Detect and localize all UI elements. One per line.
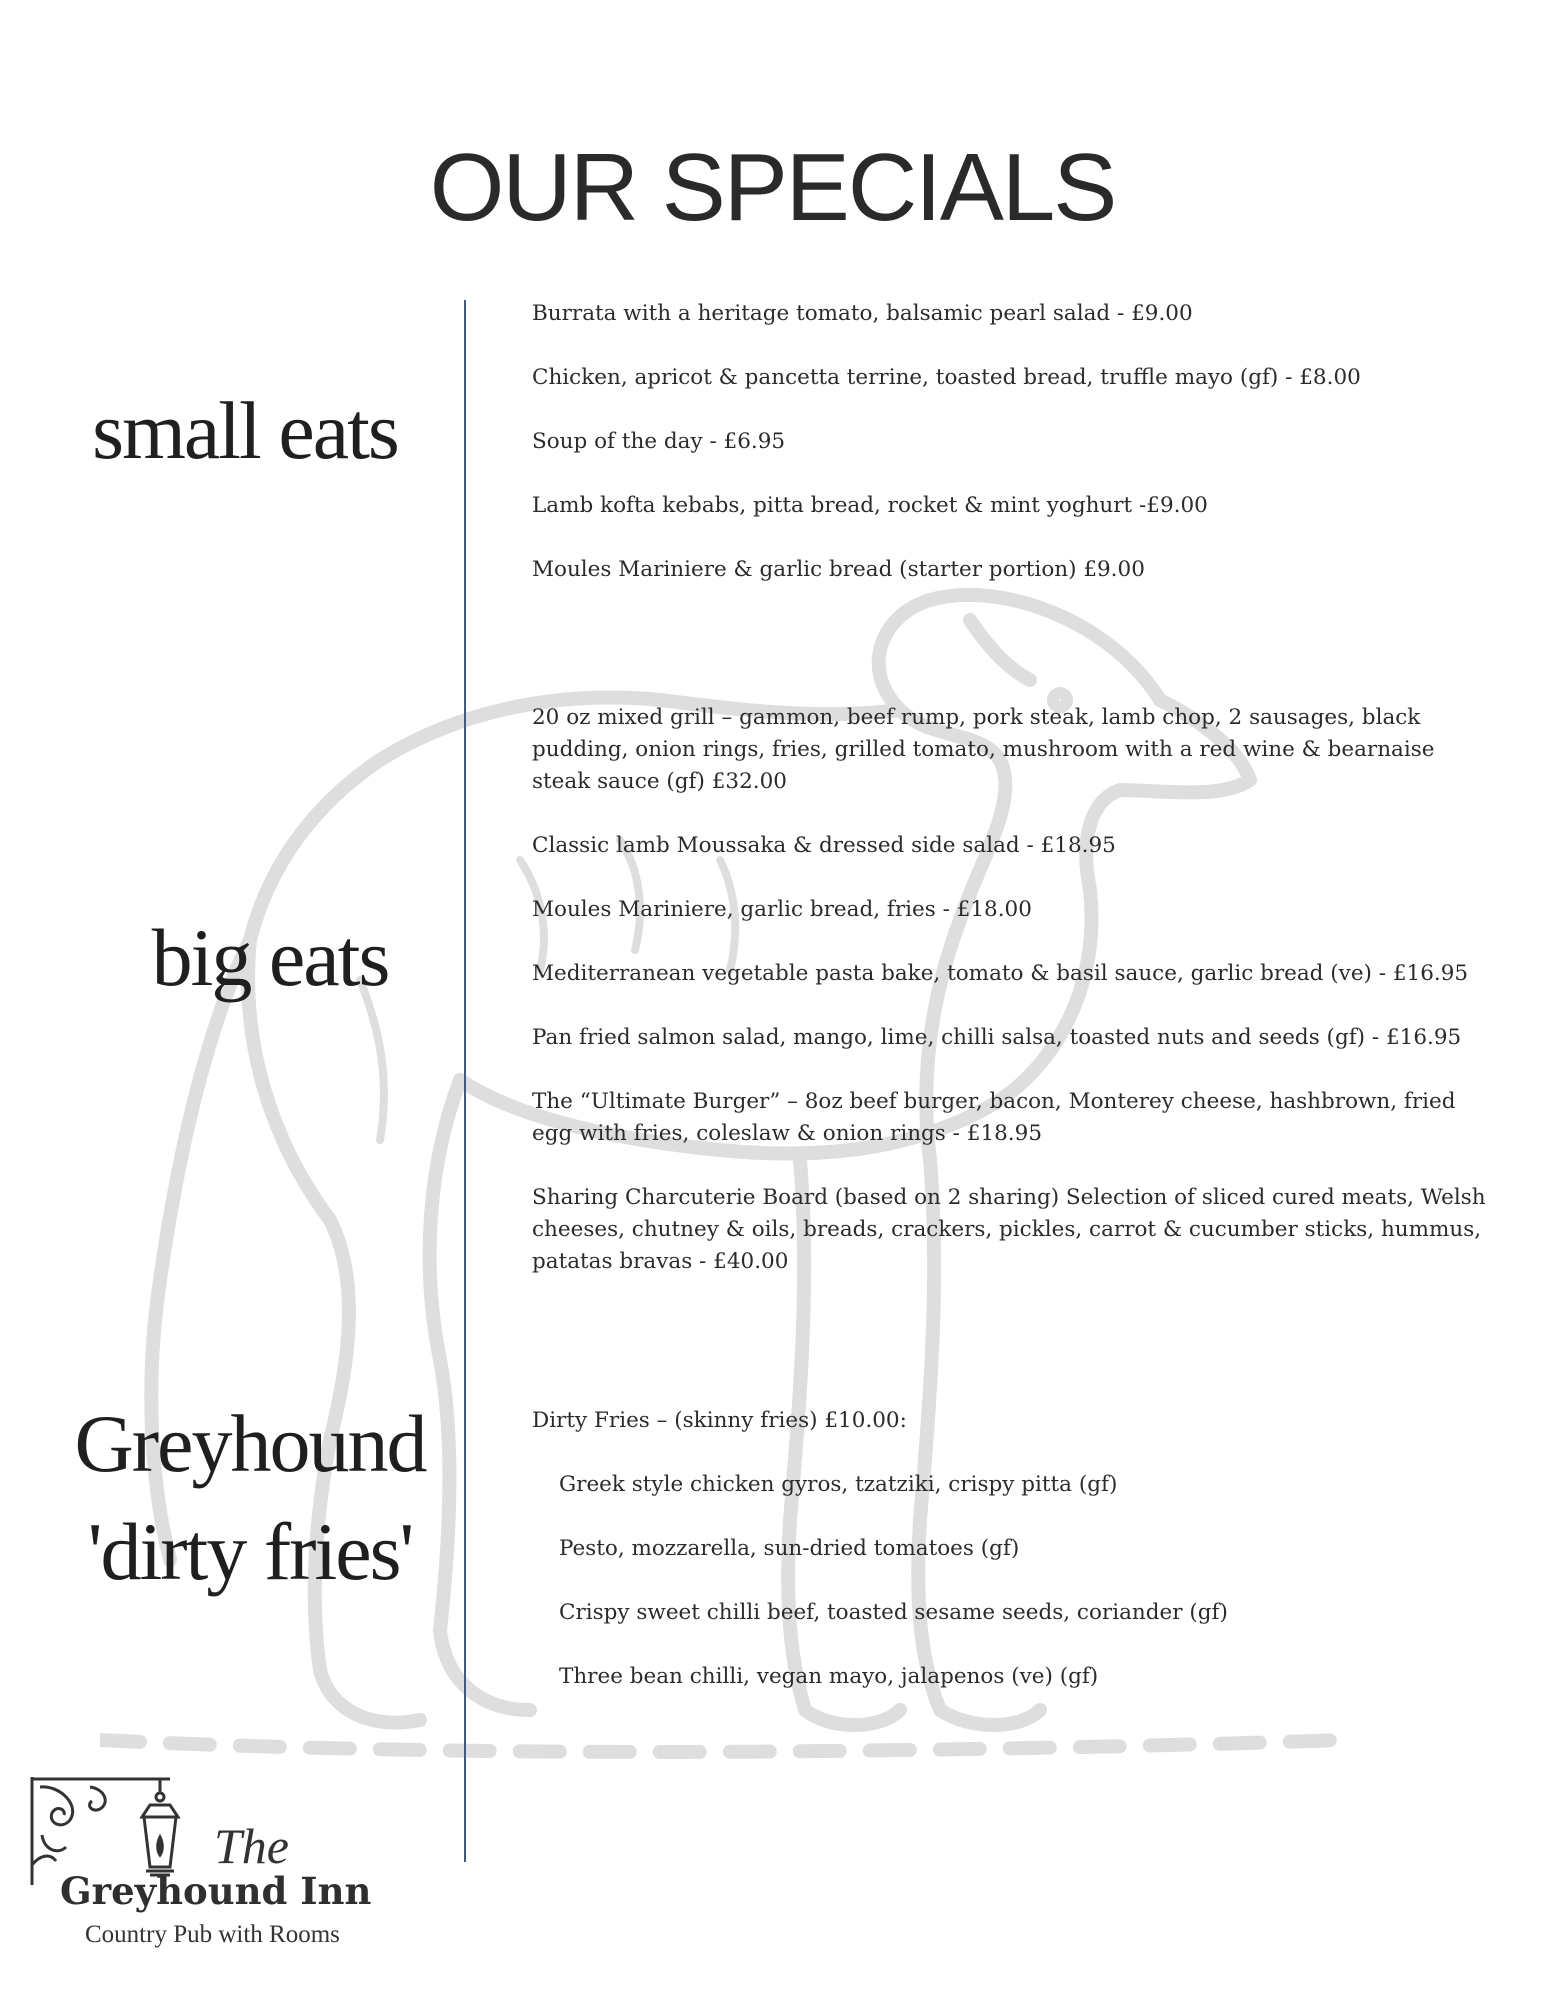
page-title: OUR SPECIALS	[429, 134, 1116, 241]
menu-item: Burrata with a heritage tomato, balsamic pearl salad - £9.00	[532, 301, 1193, 326]
menu-item: The “Ultimate Burger” – 8oz beef burger, bacon, Monterey cheese, hashbrown, fried egg with fries, coleslaw & onion rings - £18.95	[532, 1089, 1456, 1146]
menu-item-intro: Dirty Fries – (skinny fries) £10.00:	[532, 1408, 907, 1433]
menu-item: Three bean chilli, vegan mayo, jalapenos (ve) (gf)	[559, 1664, 1099, 1689]
logo-tagline: Country Pub with Rooms	[85, 1921, 340, 1948]
section-heading-dirty-fries	[60, 1390, 440, 1606]
menu-item: Moules Mariniere, garlic bread, fries - £18.00	[532, 897, 1032, 922]
menu-item: Soup of the day - £6.95	[532, 429, 786, 454]
section-heading-line: Greyhound	[74, 1398, 426, 1489]
small-eats-list	[532, 298, 1492, 618]
menu-item: Moules Mariniere & garlic bread (starter portion) £9.00	[532, 557, 1145, 582]
menu-item: Mediterranean vegetable pasta bake, tomato & basil sauce, garlic bread (ve) - £16.95	[532, 961, 1469, 986]
section-heading-small-eats: small eats	[92, 385, 398, 476]
menu-item: Chicken, apricot & pancetta terrine, toasted bread, truffle mayo (gf) - £8.00	[532, 365, 1361, 390]
menu-item: 20 oz mixed grill – gammon, beef rump, pork steak, lamb chop, 2 sausages, black pudding, onion rings, fries, grilled tomato, mushroom with a red wine & bearnaise steak sauce (gf) £32.00	[532, 705, 1435, 794]
menu-item: Pesto, mozzarella, sun-dried tomatoes (gf)	[559, 1536, 1020, 1561]
big-eats-list	[532, 702, 1492, 1310]
menu-item: Crispy sweet chilli beef, toasted sesame seeds, coriander (gf)	[559, 1600, 1228, 1625]
menu-item: Lamb kofta kebabs, pitta bread, rocket & mint yoghurt -£9.00	[532, 493, 1208, 518]
section-divider	[464, 300, 466, 1862]
menu-item: Classic lamb Moussaka & dressed side salad - £18.95	[532, 833, 1116, 858]
logo-the: The	[214, 1818, 289, 1874]
menu-item: Pan fried salmon salad, mango, lime, chilli salsa, toasted nuts and seeds (gf) - £16.95	[532, 1025, 1462, 1050]
section-heading-line: 'dirty fries'	[87, 1506, 413, 1597]
section-heading-big-eats: big eats	[151, 912, 389, 1003]
greyhound-inn-logo	[30, 1775, 410, 1975]
dirty-fries-list	[532, 1405, 1492, 1725]
menu-item: Sharing Charcuterie Board (based on 2 sharing) Selection of sliced cured meats, Welsh cheeses, chutney & oils, breads, crackers, pickles, carrot & cucumber sticks, hummus, patatas bravas - £40.00	[532, 1185, 1486, 1274]
logo-name: Greyhound Inn	[60, 1869, 372, 1913]
menu-item: Greek style chicken gyros, tzatziki, crispy pitta (gf)	[559, 1472, 1118, 1497]
